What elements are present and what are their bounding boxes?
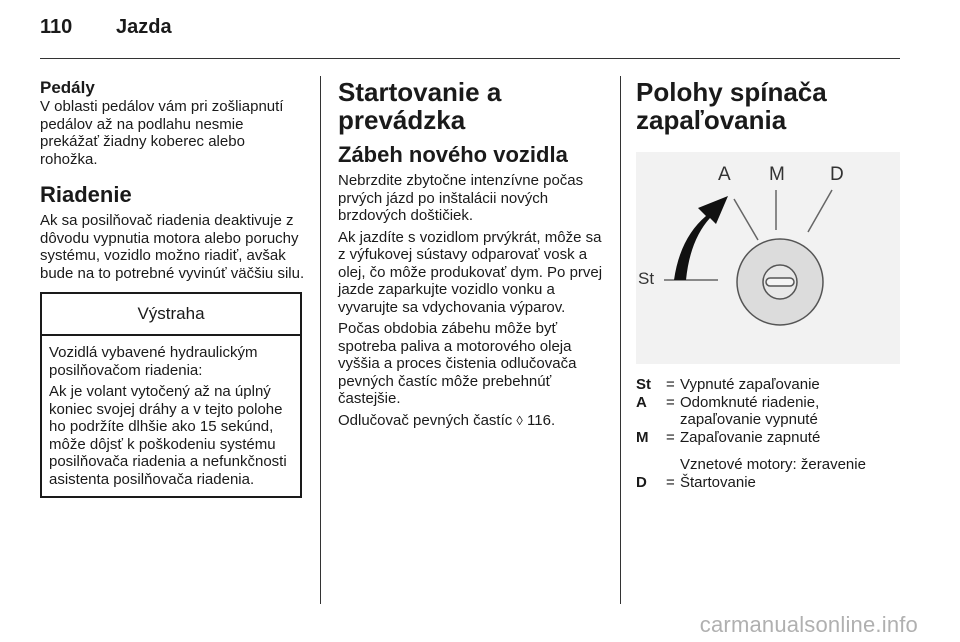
tick-a bbox=[734, 199, 758, 240]
legend-value: Vypnuté zapaľovanie bbox=[680, 376, 820, 393]
position-legend bbox=[636, 376, 902, 491]
column-3 bbox=[636, 78, 902, 491]
pedals-text: V oblasti pedálov vám pri zošliapnutí pedálov až na podlahu nesmie prekážať žiadny koberec alebo rohožka. bbox=[40, 98, 284, 168]
ignition-heading: Polohy spínača zapaľovania bbox=[636, 77, 827, 135]
column-2 bbox=[338, 78, 606, 433]
ignition-switch-figure bbox=[636, 152, 900, 364]
legend-row bbox=[636, 429, 902, 474]
tick-d bbox=[808, 190, 832, 232]
steering-heading: Riadenie bbox=[40, 182, 132, 207]
legend-key: M bbox=[636, 428, 649, 446]
column-divider-1 bbox=[320, 76, 321, 604]
section-title: Jazda bbox=[116, 16, 172, 38]
legend-key: D bbox=[636, 473, 647, 491]
ignition-switch-illustration bbox=[636, 152, 900, 364]
label-st: St bbox=[638, 269, 655, 288]
legend-key: A bbox=[636, 393, 647, 411]
starting-heading: Startovanie a prevádzka bbox=[338, 77, 502, 135]
legend-equals: = bbox=[666, 376, 675, 393]
legend-value: Odomknuté riadenie, zapaľovanie vypnuté bbox=[680, 393, 820, 428]
page-number: 110 bbox=[40, 16, 73, 38]
legend-equals: = bbox=[666, 393, 675, 411]
legend-value: Štartovanie bbox=[680, 473, 756, 491]
header-rule bbox=[40, 58, 900, 59]
key-slot-icon bbox=[766, 278, 794, 286]
legend-row bbox=[636, 474, 902, 492]
break-in-text-2: Ak jazdíte s vozidlom prvýkrát, môže sa z výfukovej sústavy odparovať vosk a olej, čo môže produkovať dym. Po prvej jazde zaparkujte vozidlo vonku a vyvarujte sa vdychovania výparov. bbox=[338, 228, 603, 316]
column-divider-2 bbox=[620, 76, 621, 604]
page-ref-arrow-icon: ◊ bbox=[516, 412, 523, 428]
break-in-heading: Zábeh nového vozidla bbox=[338, 142, 568, 167]
warning-box bbox=[40, 292, 302, 498]
column-1 bbox=[40, 78, 306, 498]
label-a: A bbox=[718, 164, 731, 185]
pedals-heading: Pedály bbox=[40, 78, 95, 97]
rotation-arrow-icon bbox=[674, 196, 728, 280]
warning-text-1: Vozidlá vybavené hydraulickým posilňovačom riadenia: bbox=[49, 344, 258, 379]
legend-equals: = bbox=[666, 428, 675, 446]
label-m: M bbox=[769, 164, 785, 185]
legend-key: St bbox=[636, 376, 651, 393]
break-in-text-3: Počas obdobia zábehu môže byť spotreba paliva a motorového oleja vyššia a proces čistenia odlučovača pevných častíc môže prebehnúť častejšie. bbox=[338, 320, 577, 407]
break-in-text-4 bbox=[338, 412, 606, 430]
legend-value-extra: Vznetové motory: žeravenie bbox=[680, 456, 866, 473]
watermark: carmanualsonline.info bbox=[699, 612, 918, 637]
steering-text: Ak sa posilňovač riadenia deaktivuje z dôvodu vypnutia motora alebo poruchy systému, vozidlo možno riadiť, avšak bude na to potrebné vyvinúť väčšiu silu. bbox=[40, 212, 305, 282]
legend-row bbox=[636, 376, 902, 394]
dpf-text: Odlučovač pevných častíc bbox=[338, 411, 517, 429]
page-header bbox=[40, 16, 172, 52]
break-in-text-1: Nebrzdite zbytočne intenzívne počas prvých jázd po inštalácii nových brzdových doštičiek. bbox=[338, 172, 584, 224]
warning-title: Výstraha bbox=[42, 294, 300, 336]
dpf-page-ref[interactable]: 116. bbox=[522, 411, 556, 429]
warning-text-2: Ak je volant vytočený až na úplný koniec svojej dráhy a v tejto polohe ho podržíte dlhšie ako 15 sekúnd, môže dôjsť k poškodeniu systému posilňovača riadenia a nefunkčnosti asistenta posilňovača riadenia. bbox=[49, 383, 287, 488]
legend-value-main: Zapaľovanie zapnuté bbox=[680, 428, 821, 446]
label-d: D bbox=[830, 164, 844, 185]
legend-row bbox=[636, 394, 902, 429]
legend-value bbox=[680, 429, 902, 474]
legend-equals: = bbox=[666, 473, 675, 491]
